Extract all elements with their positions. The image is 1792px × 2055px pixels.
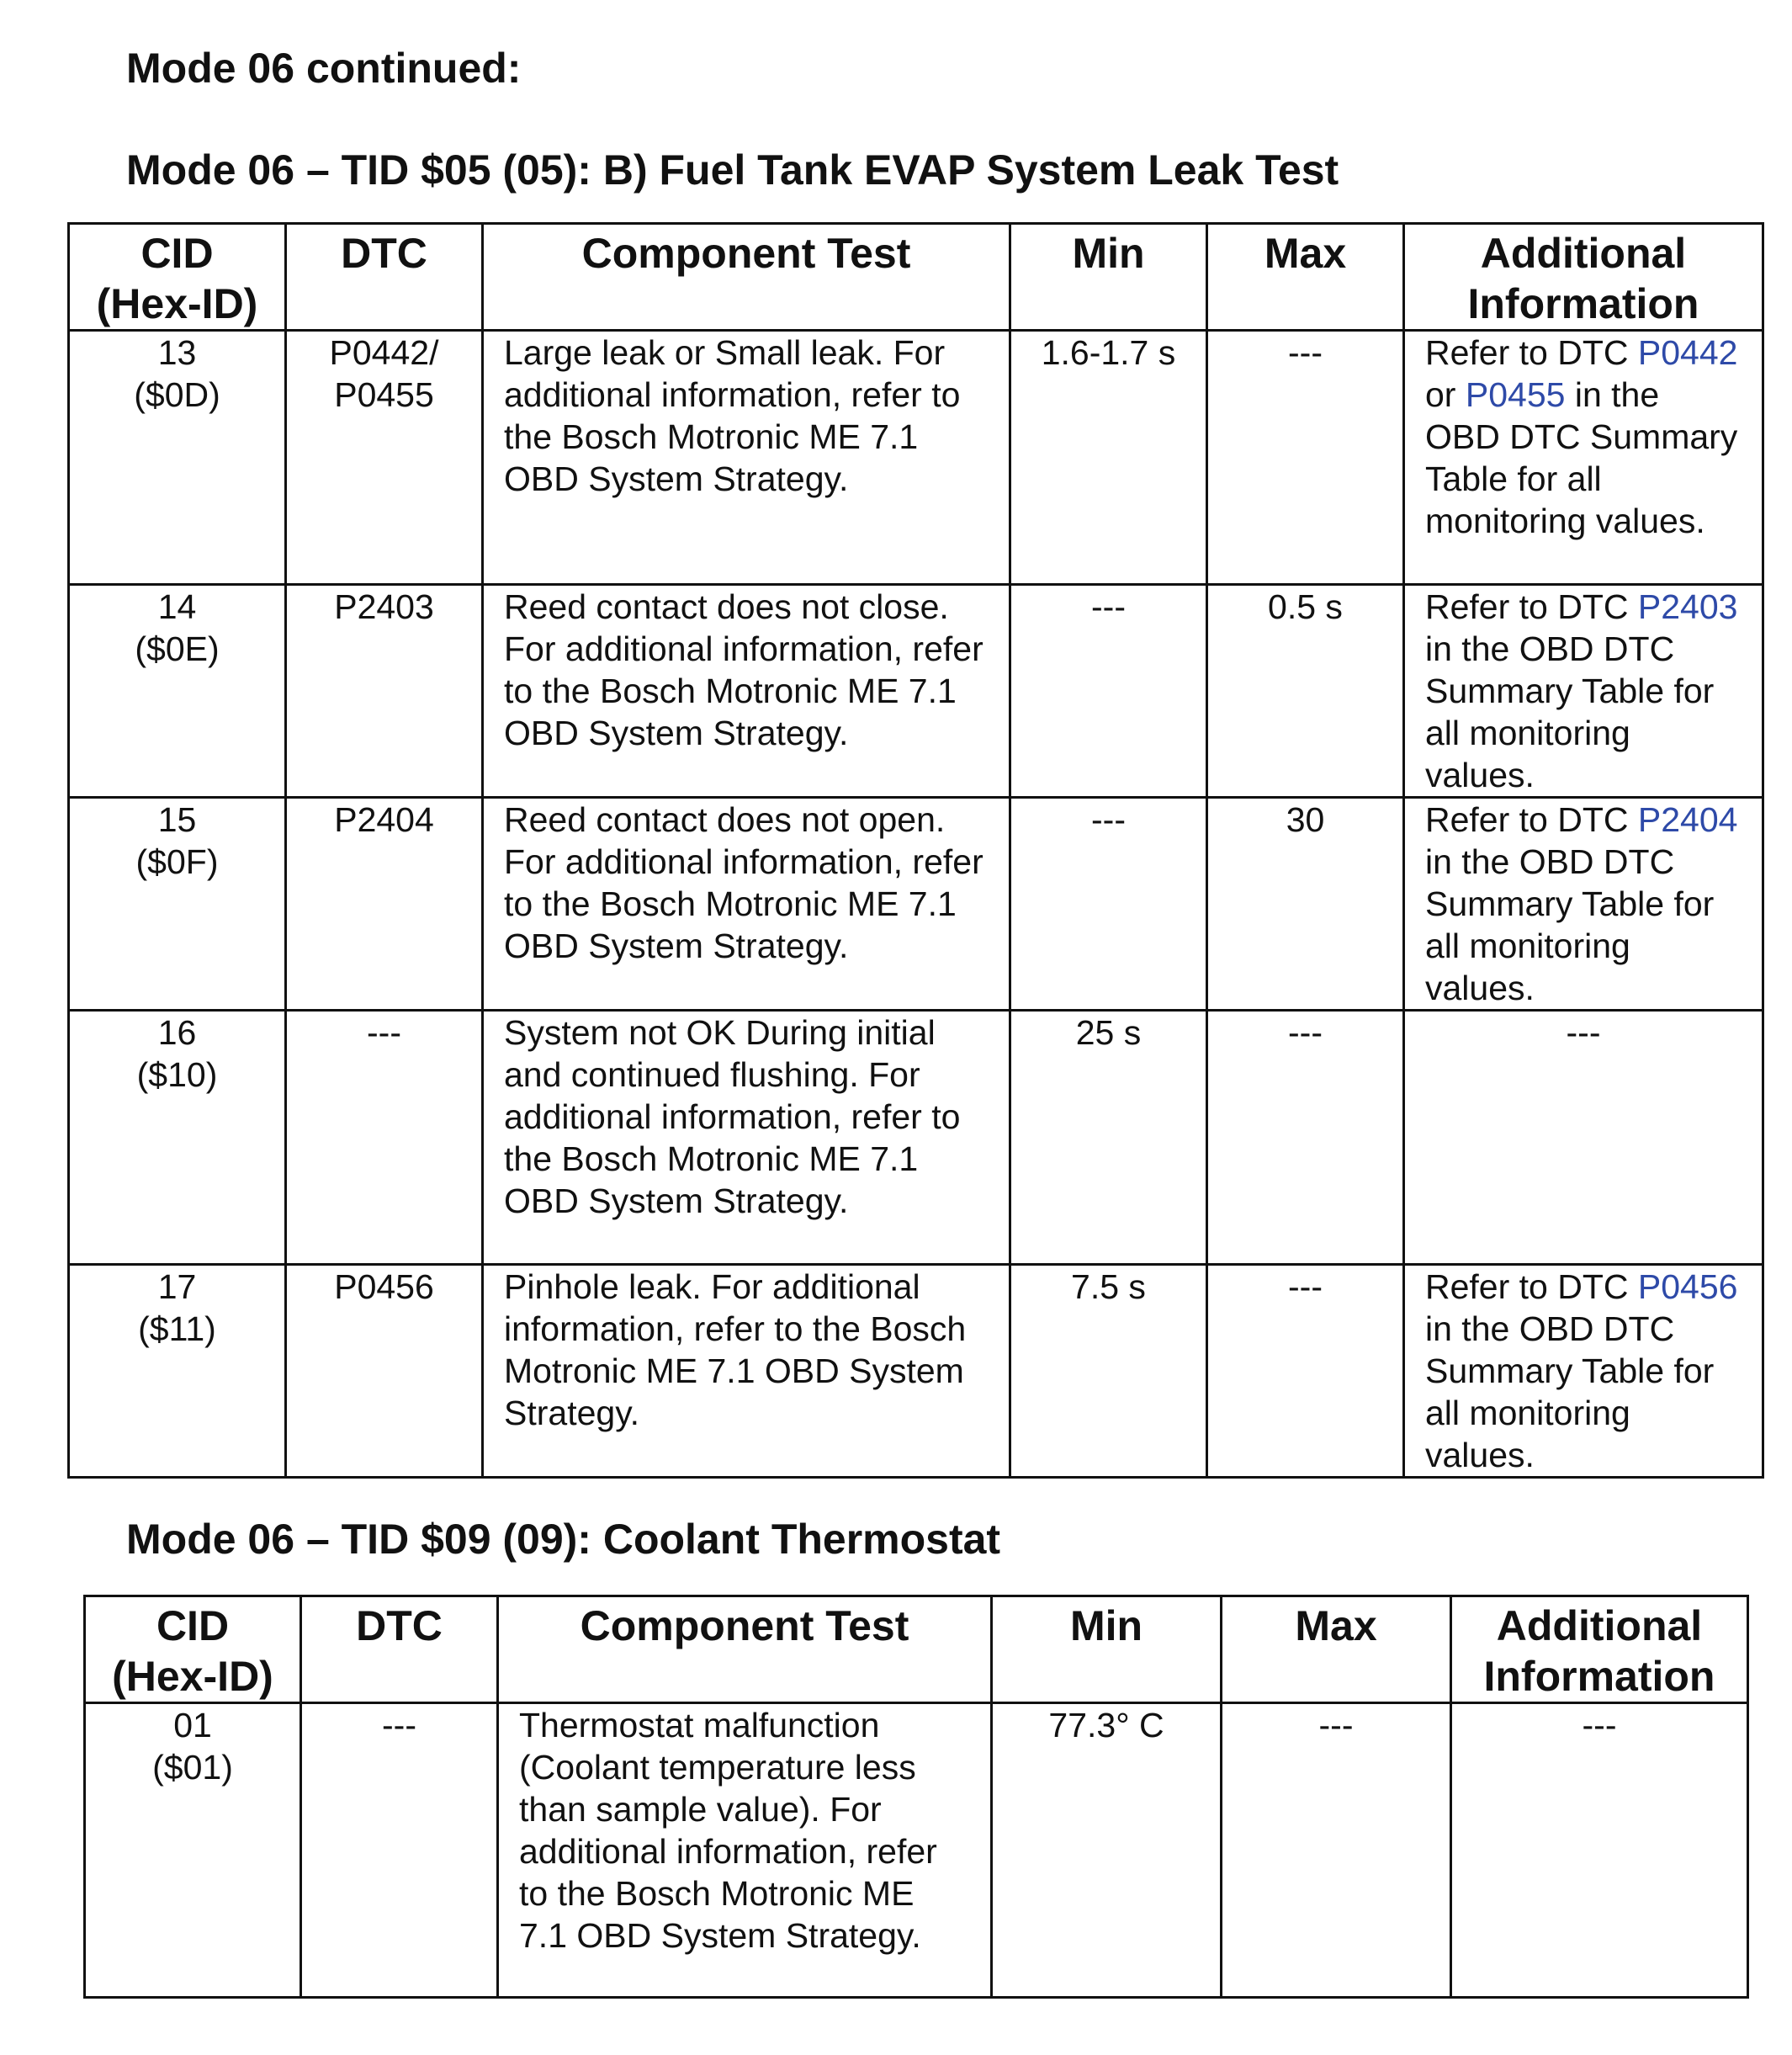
component-test-cell: Reed contact does not close. For additional information, refer to the Bosch Motronic ME 7.1 OBD System Strategy. — [483, 585, 1010, 798]
cid-cell: 01 ($01) — [85, 1703, 301, 1998]
min-cell: 25 s — [1010, 1011, 1207, 1265]
min-cell: --- — [1010, 798, 1207, 1011]
component-test-cell: Pinhole leak. For additional information, refer to the Bosch Motronic ME 7.1 OBD System Strategy. — [483, 1265, 1010, 1478]
dtc-link[interactable]: P0456 — [1637, 1267, 1738, 1306]
dtc-link[interactable]: P0442 — [1637, 333, 1738, 372]
min-cell: --- — [1010, 585, 1207, 798]
cid-cell: 16 ($10) — [69, 1011, 286, 1265]
table-row — [69, 585, 1763, 798]
min-cell: 77.3° C — [992, 1703, 1222, 1998]
header-additional-info: Additional Information — [1404, 224, 1763, 331]
table-row — [69, 331, 1763, 585]
dtc-cell: P2403 — [286, 585, 483, 798]
table-row — [69, 1011, 1763, 1265]
dtc-cell: P2404 — [286, 798, 483, 1011]
dtc-cell: P0456 — [286, 1265, 483, 1478]
header-max: Max — [1222, 1596, 1451, 1703]
cid-cell: 15 ($0F) — [69, 798, 286, 1011]
header-cid: CID (Hex-ID) — [69, 224, 286, 331]
table-row — [69, 798, 1763, 1011]
thermostat-section-title: Mode 06 – TID $09 (09): Coolant Thermostat — [126, 1516, 1001, 1563]
header-min: Min — [992, 1596, 1222, 1703]
additional-info-cell: Refer to DTC P0442 or P0455 in the OBD DTC Summary Table for all monitoring values. — [1404, 331, 1763, 585]
cid-cell: 17 ($11) — [69, 1265, 286, 1478]
page-continued-heading: Mode 06 continued: — [126, 45, 522, 92]
component-test-cell: Large leak or Small leak. For additional information, refer to the Bosch Motronic ME 7.1 OBD System Strategy. — [483, 331, 1010, 585]
max-cell: --- — [1222, 1703, 1451, 1998]
min-cell: 7.5 s — [1010, 1265, 1207, 1478]
dtc-cell: P0442/ P0455 — [286, 331, 483, 585]
max-cell: --- — [1207, 331, 1404, 585]
max-cell: 30 — [1207, 798, 1404, 1011]
header-dtc: DTC — [286, 224, 483, 331]
coolant-thermostat-table — [83, 1595, 1749, 1999]
dtc-link[interactable]: P2404 — [1637, 800, 1738, 839]
additional-info-cell: Refer to DTC P2403 in the OBD DTC Summary Table for all monitoring values. — [1404, 585, 1763, 798]
evap-leak-test-table — [67, 222, 1764, 1479]
dtc-cell: --- — [301, 1703, 498, 1998]
component-test-cell: Thermostat malfunction (Coolant temperature less than sample value). For additional information, refer to the Bosch Motronic ME 7.1 OBD System Strategy. — [498, 1703, 992, 1998]
table-header-row — [85, 1596, 1748, 1703]
dtc-link[interactable]: P0455 — [1465, 375, 1566, 414]
max-cell: 0.5 s — [1207, 585, 1404, 798]
dtc-link[interactable]: P2403 — [1637, 587, 1738, 626]
max-cell: --- — [1207, 1011, 1404, 1265]
max-cell: --- — [1207, 1265, 1404, 1478]
header-max: Max — [1207, 224, 1404, 331]
header-dtc: DTC — [301, 1596, 498, 1703]
min-cell: 1.6-1.7 s — [1010, 331, 1207, 585]
cid-cell: 13 ($0D) — [69, 331, 286, 585]
evap-section-title: Mode 06 – TID $05 (05): B) Fuel Tank EVAP System Leak Test — [126, 146, 1339, 194]
additional-info-cell: Refer to DTC P0456 in the OBD DTC Summary Table for all monitoring values. — [1404, 1265, 1763, 1478]
table-row — [85, 1703, 1748, 1998]
header-component-test: Component Test — [498, 1596, 992, 1703]
header-min: Min — [1010, 224, 1207, 331]
cid-cell: 14 ($0E) — [69, 585, 286, 798]
component-test-cell: Reed contact does not open. For additional information, refer to the Bosch Motronic ME 7.1 OBD System Strategy. — [483, 798, 1010, 1011]
table-header-row — [69, 224, 1763, 331]
dtc-cell: --- — [286, 1011, 483, 1265]
header-component-test: Component Test — [483, 224, 1010, 331]
additional-info-cell: --- — [1404, 1011, 1763, 1265]
additional-info-cell: --- — [1451, 1703, 1748, 1998]
header-additional-info: Additional Information — [1451, 1596, 1748, 1703]
table-row — [69, 1265, 1763, 1478]
additional-info-cell: Refer to DTC P2404 in the OBD DTC Summary Table for all monitoring values. — [1404, 798, 1763, 1011]
header-cid: CID (Hex-ID) — [85, 1596, 301, 1703]
component-test-cell: System not OK During initial and continued flushing. For additional information, refer to the Bosch Motronic ME 7.1 OBD System Strategy. — [483, 1011, 1010, 1265]
